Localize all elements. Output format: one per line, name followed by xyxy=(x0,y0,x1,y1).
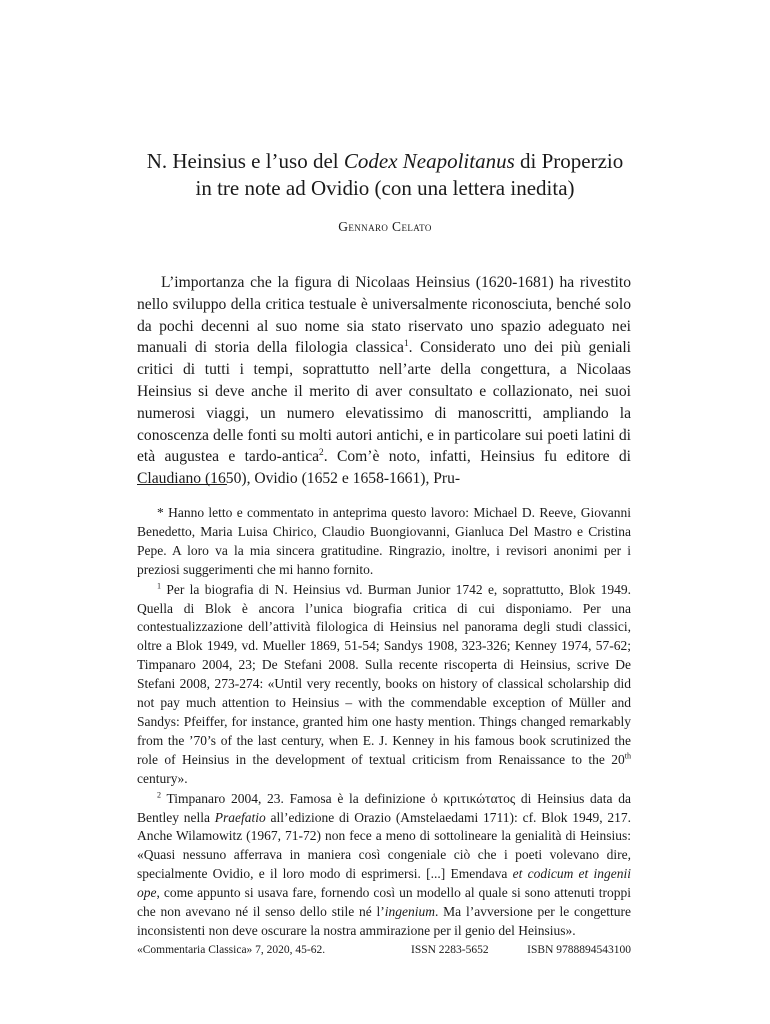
footnotes xyxy=(137,504,631,941)
footnote-2 xyxy=(137,790,631,941)
footnote-1-superscript: th xyxy=(624,751,631,761)
footnote-star xyxy=(137,504,631,580)
footnote-ref-1[interactable]: 1 xyxy=(403,339,409,350)
footnote-2-number: 2 xyxy=(157,790,162,800)
body-text xyxy=(137,272,631,490)
issn: ISSN 2283-5652 xyxy=(411,944,489,956)
footnote-separator xyxy=(137,484,227,485)
footnote-2-text-d: . Ma l’avversione per le congetture inconsistenti non deve oscurare la nostra ammirazione per il genio del Heinsius». xyxy=(137,904,631,938)
body-sentence-1: L’importanza che la figura di Nicolaas Heinsius (1620-1681) ha rivestito nello sviluppo della critica testuale è universalmente riconosciuta, benché solo da pochi decenni al suo nome sia stato riservato uno spazio adeguato nei manuali di storia della filologia classica xyxy=(137,274,631,357)
footnote-2-italic-1: Praefatio xyxy=(214,809,266,825)
journal-citation: «Commentaria Classica» 7, 2020, 45-62. xyxy=(137,944,326,956)
footnote-2-text-c: , come appunto si usava fare, fornendo così un modello al quale si sono attenuti troppi che non avevano né il senso dello stile né l’ xyxy=(137,885,631,920)
footnote-star-text: * Hanno letto e commentato in anteprima questo lavoro: Michael D. Reeve, Giovanni Benedetto, Maria Luisa Chirico, Claudio Buongiovanni, Gianluca Del Mastro e Cristina Pepe. A loro va la mia sincera gratitudine. Ringrazio, inoltre, i revisori anonimi per i preziosi suggerimenti che mi hanno fornito. xyxy=(137,505,631,577)
title-italic: Codex Neapolitanus xyxy=(343,149,515,173)
footnote-2-text-a: Timpanaro 2004, 23. Famosa è la definizione ὁ κριτικώτατος di Heinsius data da Bentley nella xyxy=(137,790,631,825)
author-name: Gennaro Celato xyxy=(338,219,432,234)
footnote-1-number: 1 xyxy=(157,581,162,591)
footnote-2-text-b: all’edizione di Orazio (Amstelaedami 1711): cf. Blok 1949, 217. Anche Wilamowitz (1967, 71-72) non fece a meno di sottolineare la genialità di Heinsius: «Quasi nessuno afferrava in maniera così congeniale ciò che i poeti volevano dire, specialmente Ovidio, e il loro modo di esprimersi. [...] Emendava xyxy=(137,809,632,882)
article-title xyxy=(100,148,670,202)
footnote-ref-2[interactable]: 2 xyxy=(319,448,324,459)
footnote-2-italic-2: et codicum et ingenii ope xyxy=(137,866,631,901)
body-sentence-3: . Com’è noto, infatti, Heinsius fu editore di Claudiano (1650), Ovidio (1652 e 1658-1661), Pru- xyxy=(137,448,631,488)
footnote-1-text-b: century». xyxy=(137,770,188,786)
page-footer xyxy=(137,944,631,956)
body-sentence-2: . Considerato uno dei più geniali critici di tutti i tempi, soprattutto nell’arte della congettura, a Nicolaas Heinsius si deve anche il merito di aver consultato e collazionato, nei suoi numerosi viaggi, un numero elevatissimo di manoscritti, ampliando la conoscenza delle fonti su molti autori antichi, e in particolare sui poeti latini di età augustea e tardo-antica xyxy=(137,339,631,466)
isbn: ISBN 9788894543100 xyxy=(527,944,631,956)
title-line2: in tre note ad Ovidio (con una lettera inedita) xyxy=(195,176,575,200)
title-part1: N. Heinsius e l’uso del xyxy=(146,149,344,173)
body-paragraph xyxy=(137,272,631,490)
footnote-1-text-a: Per la biografia di N. Heinsius vd. Burman Junior 1742 e, soprattutto, Blok 1949. Quella di Blok è ancora l’unica biografia critica di cui disponiamo. Per una contestualizzazione dell’attività filologica di Heinsius nel panorama degli studi classici, oltre a Blok 1949, vd. Mueller 1869, 51-54; Sandys 1908, 323-326; Kenney 1974, 57-62; Timpanaro 2004, 23; De Stefani 2008. Sulla recente riscoperta di Heinsius, scrive De Stefani 2008, 273-274: «Until very recently, books on history of classical scholarship did not pay much attention to Heinsius – with the commendable exception of Müller and Sandys: Pfeiffer, for instance, granted him one hasty mention. Things changed remarkably from the ’70’s of the last century, when E. J. Kenney in his famous book scrutinized the role of Heinsius in the development of textual criticism from Renaissance to the 20 xyxy=(137,581,631,767)
footnote-1 xyxy=(137,581,631,789)
footnote-2-italic-3: ingenium xyxy=(384,904,436,920)
title-part2: di Properzio xyxy=(514,149,624,173)
